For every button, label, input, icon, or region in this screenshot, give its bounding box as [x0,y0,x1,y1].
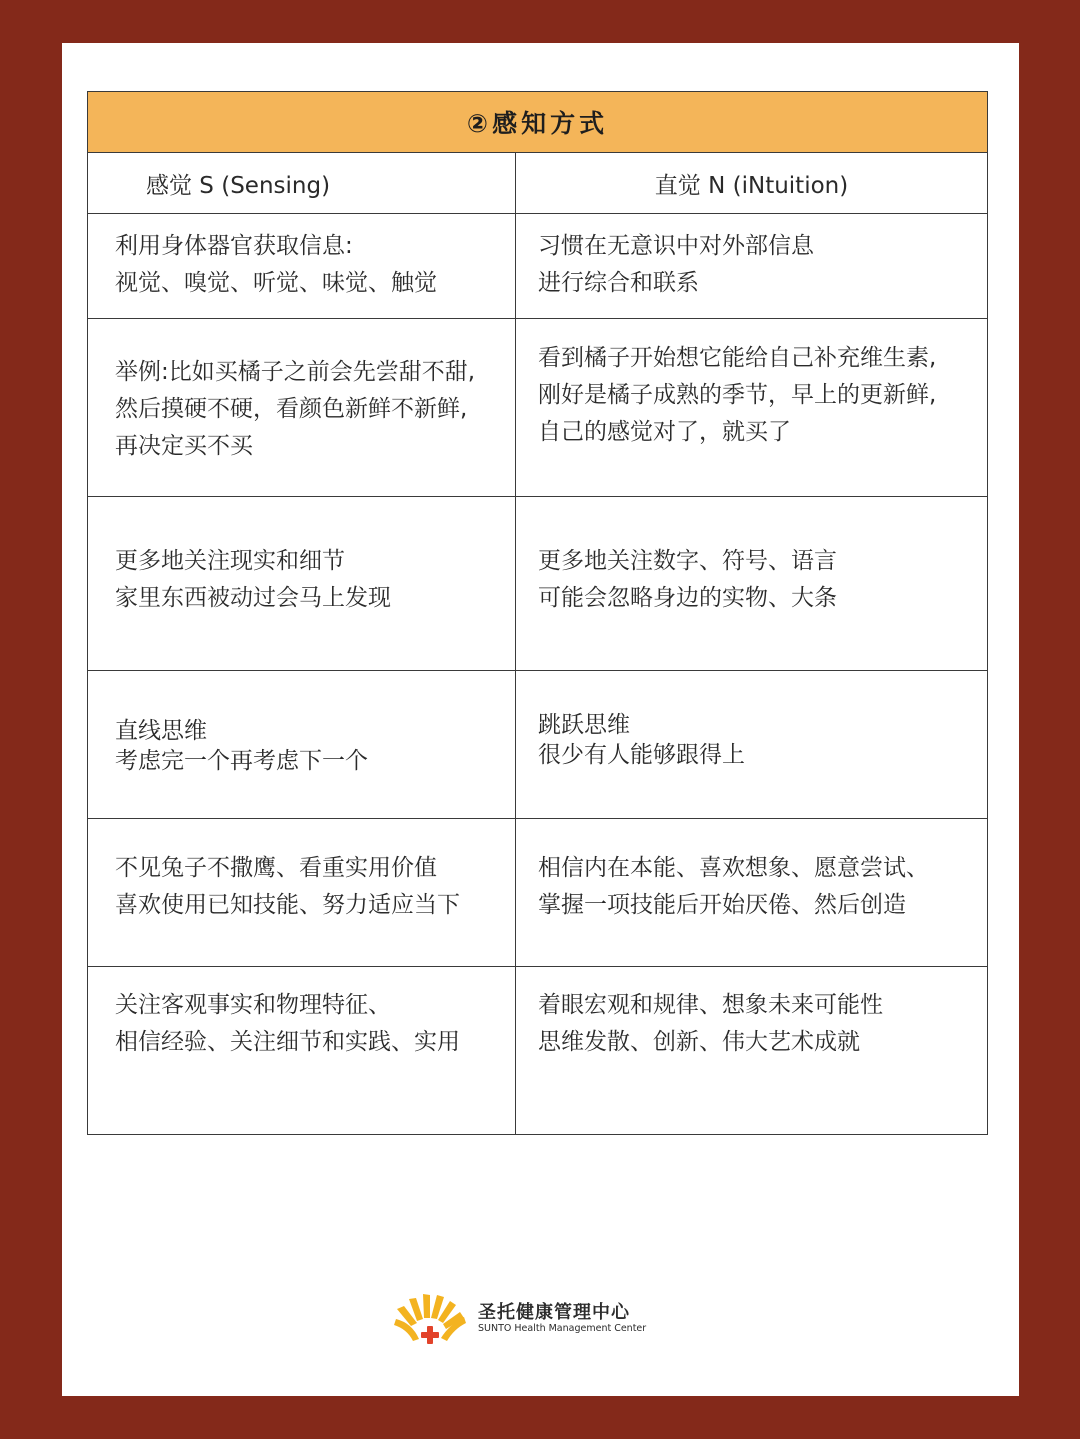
header-intuition: 直觉 N (iNtuition) [516,153,988,214]
sensing-cell [88,671,516,819]
cell-line: 家里东西被动过会马上发现 [115,585,391,611]
header-sensing: 感觉 S (Sensing) [88,153,516,214]
cell-line: 不见兔子不撒鹰、看重实用价值 [115,855,437,881]
intuition-cell [516,319,988,497]
intuition-cell [516,671,988,819]
cell-line: 自己的感觉对了，就买了 [538,419,791,445]
cell-line: 思维发散、创新、伟大艺术成就 [538,1029,860,1055]
cell-line: 更多地关注现实和细节 [115,548,345,574]
cell-line: 利用身体器官获取信息: [115,233,353,259]
cell-line: 更多地关注数字、符号、语言 [538,548,837,574]
cross-icon [421,1326,439,1344]
sun-cross-logo-icon [392,1293,468,1347]
cell-line: 相信内在本能、喜欢想象、愿意尝试、 [538,855,929,881]
cell-line: 跳跃思维 [538,712,630,738]
cell-line: 喜欢使用已知技能、努力适应当下 [115,892,460,918]
cell-line: 掌握一项技能后开始厌倦、然后创造 [538,892,906,918]
cell-line: 看到橘子开始想它能给自己补充维生素, [538,345,937,371]
cell-line: 然后摸硬不硬，看颜色新鲜不新鲜, [115,396,468,422]
intuition-cell [516,214,988,319]
sensing-cell [88,214,516,319]
intuition-cell [516,967,988,1135]
intuition-cell [516,497,988,671]
intuition-cell [516,819,988,967]
cell-line: 关注客观事实和物理特征、 [115,992,391,1018]
cell-line: 习惯在无意识中对外部信息 [538,233,814,259]
title-row [88,92,988,153]
table-row [88,819,988,967]
cell-line: 考虑完一个再考虑下一个 [115,748,368,774]
sensing-cell [88,819,516,967]
table-row [88,967,988,1135]
cell-line: 再决定买不买 [115,433,253,459]
comparison-table [87,91,988,1135]
header-row [88,153,988,214]
table-row [88,497,988,671]
cell-line: 很少有人能够跟得上 [538,742,745,768]
table-row [88,319,988,497]
cell-line: 进行综合和联系 [538,270,699,296]
table-row [88,671,988,819]
cell-line: 举例:比如买橘子之前会先尝甜不甜, [115,359,476,385]
brand-logo [392,1293,652,1349]
sensing-cell [88,967,516,1135]
table-row [88,214,988,319]
cell-line: 可能会忽略身边的实物、大条 [538,585,837,611]
logo-name-en: SUNTO Health Management Center [478,1323,647,1334]
cell-line: 刚好是橘子成熟的季节，早上的更新鲜, [538,382,937,408]
sensing-cell [88,319,516,497]
logo-name-cn: 圣托健康管理中心 [478,1302,630,1323]
cell-line: 相信经验、关注细节和实践、实用 [115,1029,460,1055]
cell-line: 直线思维 [115,718,207,744]
cell-line: 视觉、嗅觉、听觉、味觉、触觉 [115,270,437,296]
table-title: ②感知方式 [88,92,988,153]
cell-line: 着眼宏观和规律、想象未来可能性 [538,992,883,1018]
sun-ray [423,1294,430,1318]
sensing-cell [88,497,516,671]
